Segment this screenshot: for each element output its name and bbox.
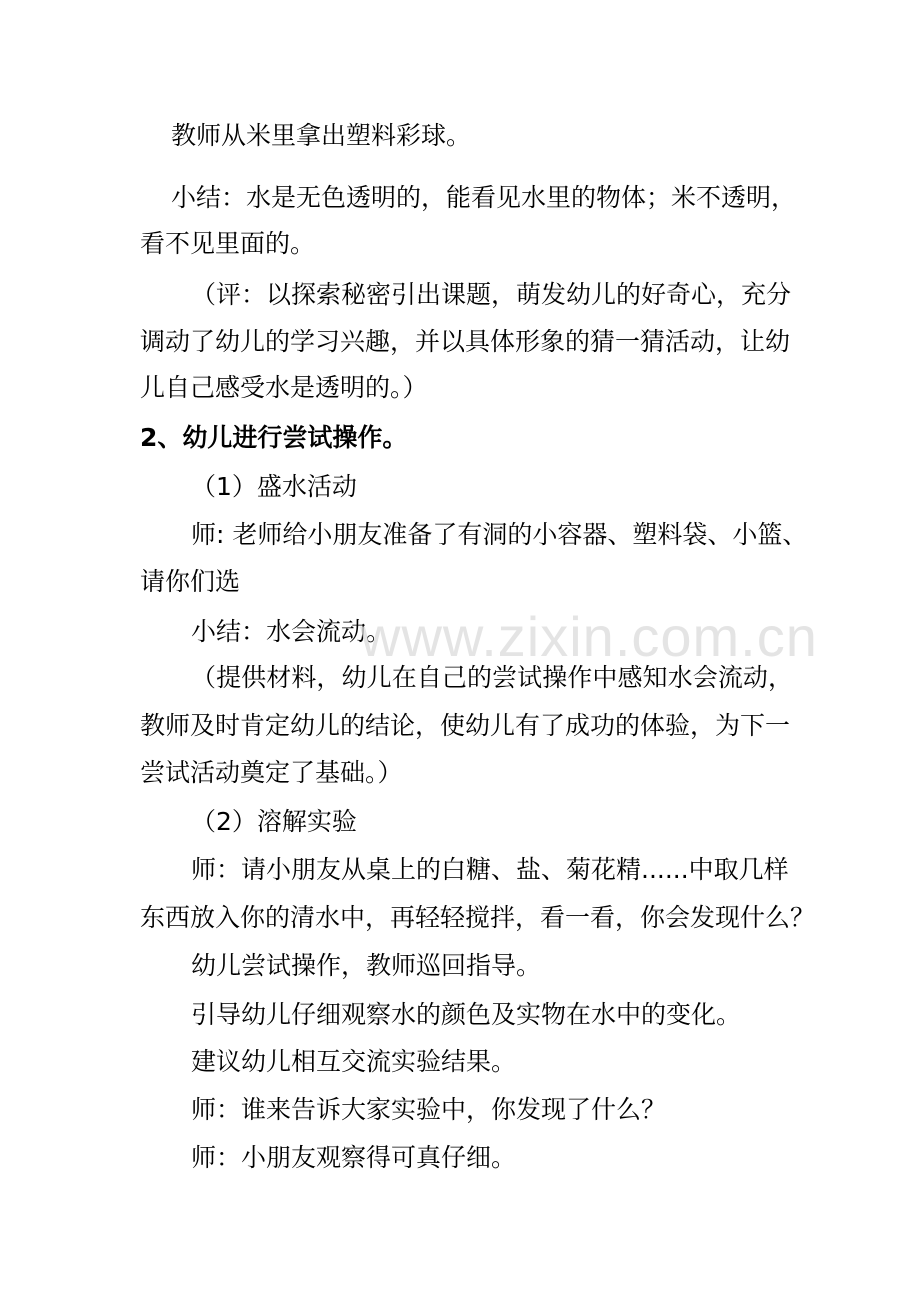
paragraph-line: 师：请小朋友从桌上的白糖、盐、菊花精......中取几样 [191,855,789,884]
subsection-heading: （2）溶解实验 [191,807,357,836]
paragraph-line: 引导幼儿仔细观察水的颜色及实物在水中的变化。 [191,1000,742,1029]
paragraph-line: 师：谁来告诉大家实验中，你发现了什么？ [191,1095,667,1124]
paragraph-line: （评：以探索秘密引出课题，萌发幼儿的好奇心，充分 [191,280,792,309]
paragraph-line: 教师从米里拿出塑料彩球。 [171,121,472,150]
paragraph-line: 儿自己感受水是透明的。） [140,373,428,402]
paragraph-line: 尝试活动奠定了基础。） [140,758,403,787]
paragraph-line: 请你们选 [140,567,241,596]
paragraph-line: 建议幼儿相互交流实验结果。 [191,1047,517,1076]
paragraph-line: 小结：水是无色透明的，能看见水里的物体；米不透明， [171,183,797,212]
paragraph-line: 看不见里面的。 [140,229,316,258]
watermark: www.zixin.com.cn [360,605,818,668]
paragraph-line: 东西放入你的清水中，再轻轻搅拌，看一看，你会发现什么？ [140,903,816,932]
section-heading: 2、幼儿进行尝试操作。 [140,423,408,452]
paragraph-line: 教师及时肯定幼儿的结论，使幼儿有了成功的体验，为下一 [140,711,791,740]
paragraph-line: 调动了幼儿的学习兴趣，并以具体形象的猜一猜活动，让幼 [140,327,791,356]
paragraph-line: 小结：水会流动。 [191,617,392,646]
subsection-heading: （1）盛水活动 [191,472,357,501]
paragraph-line: 师: 老师给小朋友准备了有洞的小容器、塑料袋、小篮、 [191,520,808,549]
paragraph-line: 幼儿尝试操作，教师巡回指导。 [191,951,542,980]
paragraph-line: （提供材料，幼儿在自己的尝试操作中感知水会流动， [191,663,793,692]
paragraph-line: 师：小朋友观察得可真仔细。 [191,1143,517,1172]
